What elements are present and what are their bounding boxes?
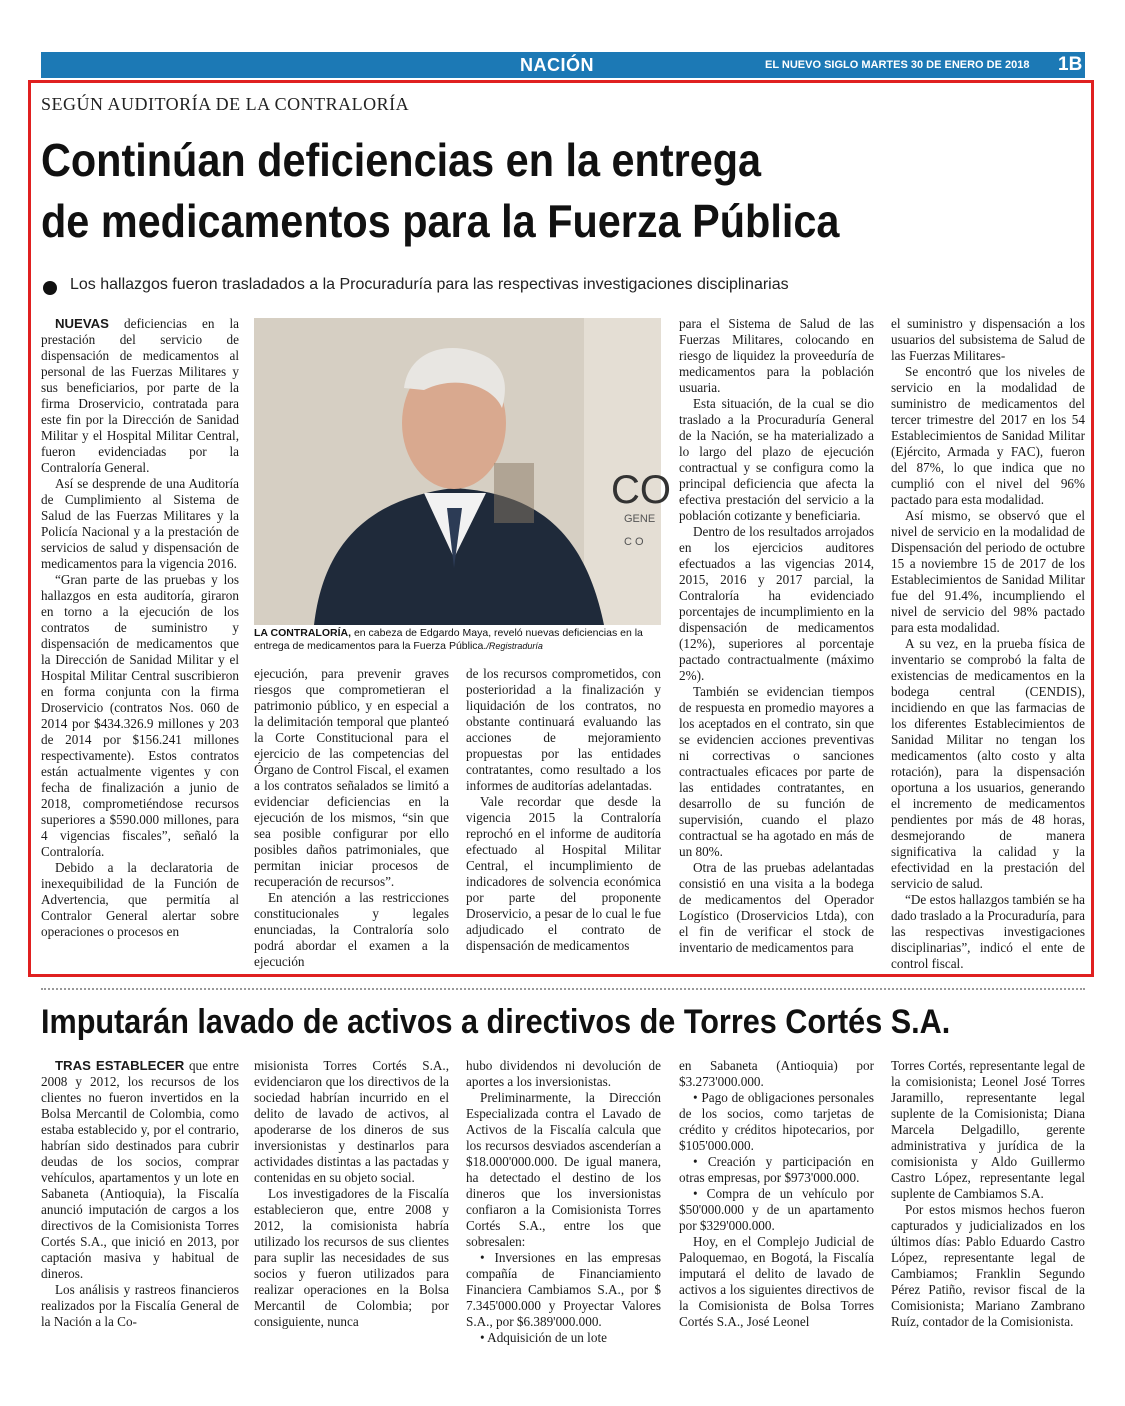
paragraph: misionista Torres Cortés S.A., evidenciaron que los directivos de la sociedad habrían incurrido en el delito de lavado de activos, al apoderarse de los dineros de sus inversionistas y destinarlos para actividades distintas a las pactadas y contenidas en su objeto social. <box>254 1058 449 1185</box>
article2-column-4 <box>679 1058 874 1330</box>
lead-bullet-icon <box>43 281 57 295</box>
headline-line-2: de medicamentos para la Fuerza Pública <box>41 195 840 247</box>
paragraph: hubo dividendos ni devolución de aportes a los inversionistas. <box>466 1058 661 1089</box>
paragraph: Torres Cortés, representante legal de la comisionista; Leonel José Torres Jaramillo, representante legal suplente de la Comisionista; Diana Marcela Delgadillo, gerente administrativa y jurídica de la comisionista y Aldo Guillermo Castro López, representante legal suplente de Cambiamos S.A. <box>891 1058 1085 1201</box>
paragraph: el suministro y dispensación a los usuarios del subsistema de Salud de las Fuerzas Militares- <box>891 316 1085 363</box>
paragraph: • Inversiones en las empresas compañía de Financiamiento Financiera Cambiamos S.A., por $ 7.345'000.000 y Proyectar Valores S.A., por $6.389'000.000. <box>466 1250 661 1329</box>
caption-text: en cabeza de Edgardo Maya, reveló nuevas deficiencias en la entrega de medicamentos para la Fuerza Pública. <box>254 627 643 652</box>
article1-column-4 <box>679 316 874 956</box>
photo-credit: /Registraduría <box>486 641 543 651</box>
paragraph: Debido a la declaratoria de inexequibilidad de la Función de Advertencia, que permitía al Contralor General alertar sobre operaciones o procesos en <box>41 860 239 939</box>
article1-column-5 <box>891 316 1085 972</box>
paragraph: Esta situación, de la cual se dio traslado a la Procuraduría General de la Nación, se ha materializado a lo largo del plazo de ejecución contractual y se configura como la principal deficiencia que afecta la efectiva prestación del servicio a la población cotizante y beneficiaria. <box>679 396 874 523</box>
article-divider <box>41 988 1085 990</box>
background-sign-text: GENE <box>624 513 656 525</box>
paragraph: Preliminarmente, la Dirección Especializada contra el Lavado de Activos de la Fiscalía calcula que los recursos desviados ascenderían a $18.000'000.000. De igual manera, ha detectado el destino de los dineros que los inversionistas confiaron a la Comisionista Torres Cortés S.A., entre los que sobresalen: <box>466 1090 661 1249</box>
article-headline <box>41 130 977 252</box>
paragraph: de los recursos comprometidos, con posterioridad a la finalización y liquidación de los contratos, no obstante continuará evaluando las acciones de mejoramiento propuestas por las entidades contratantes, como resultado a los informes de auditorías adelantadas. <box>466 666 661 793</box>
headline-line-1: Continúan deficiencias en la entrega <box>41 134 762 186</box>
page-number: 1B <box>1058 54 1083 75</box>
dateline: EL NUEVO SIGLO MARTES 30 DE ENERO DE 2018 <box>765 59 1030 71</box>
paragraph: TRAS ESTABLECER que entre 2008 y 2012, los recursos de los clientes no fueron invertidos en la Bolsa Mercantil de Colombia, como estaba establecido y, por el contrario, habrían sido destinados para cubrir deudas de los socios, comprar vehículos, apartamentos y un lote en Sabaneta (Antioquia), la Fiscalía anunció imputación de cargos a los directivos de la Comisionista Torres Cortés S.A., que inició en 2013, por captación masiva y habitual de dineros. <box>41 1058 239 1281</box>
article2-column-1 <box>41 1058 239 1330</box>
paragraph: NUEVAS deficiencias en la prestación del servicio de dispensación de medicamentos al personal de las Fuerzas Militares y sus beneficiarios, por parte de la firma Droservicio, contratada para este fin por la Dirección de Sanidad Militar y el Hospital Militar Central, fueron evidenciadas por la Contraloría General. <box>41 316 240 475</box>
article2-column-3 <box>466 1058 661 1346</box>
lead-word: NUEVAS <box>55 316 109 331</box>
paragraph: Así mismo, se observó que el nivel de servicio en la modalidad de Dispensación del periodo de octubre 15 a noviembre 15 de 2017 de los Establecimientos de Sanidad Militar fue del 91.4%, incumpliendo el nivel de servicio del 98% pactado para esta modalidad. <box>891 508 1085 635</box>
paragraph: Así se desprende de una Auditoría de Cumplimiento al Sistema de Salud de las Fuerzas Militares y la Policía Nacional y a la prestación de servicios de salud y dispensación de medicamentos para la vigencia 2016. <box>41 476 239 571</box>
paragraph: • Pago de obligaciones personales de los socios, como tarjetas de crédito y créditos hipotecarios, por $105'000.000. <box>679 1090 874 1153</box>
paragraph: Los análisis y rastreos financieros realizados por la Fiscalía General de la Nación a la Co- <box>41 1282 239 1329</box>
paragraph: “De estos hallazgos también se ha dado traslado a la Procuraduría, para las respectivas investigaciones disciplinarias”, indicó el ente de control fiscal. <box>891 892 1085 971</box>
article-kicker: SEGÚN AUDITORÍA DE LA CONTRALORÍA <box>41 94 410 114</box>
article2-column-5 <box>891 1058 1085 1330</box>
paragraph: • Compra de un vehículo por $50'000.000 y de un apartamento por $329'000.000. <box>679 1186 874 1233</box>
article2-column-2 <box>254 1058 449 1330</box>
contralor-portrait-image <box>254 318 661 625</box>
paragraph: También se evidencian tiempos de respuesta en promedio mayores a los aceptados en el contrato, sin que se evidencien acciones preventivas ni correctivas o sanciones contractuales eficaces por parte de las entidades contratantes, en desarrollo de su función de supervisión, cuando el plazo contractual se ha agotado en más de un 80%. <box>679 684 874 859</box>
paragraph: Se encontró que los niveles de servicio en la modalidad de suministro de medicamentos del tercer trimestre del 2017 en los 54 Establecimientos de Sanidad Militar (Ejército, Armada y FAC), fueron del 87%, lo que indica que no cumplió con el nivel del 96% pactado para esta modalidad. <box>891 364 1085 507</box>
paragraph: • Adquisición de un lote <box>480 1330 607 1345</box>
section-name: NACIÓN <box>520 55 594 75</box>
article2-headline: Imputarán lavado de activos a directivos de Torres Cortés S.A. <box>41 1003 951 1041</box>
background-sign-text: CO <box>611 468 671 512</box>
caption-lead: LA CONTRALORÍA, <box>254 627 352 639</box>
paragraph: Vale recordar que desde la vigencia 2015 la Contraloría reprochó en el informe de auditoría efectuado al Hospital Militar Central, el incumplimiento de indicadores de solvencia económica por parte del proponente Droservicio, a pesar de lo cual le fue adjudicado el contrato de dispensación de medicamentos <box>466 794 661 953</box>
paragraph: ejecución, para prevenir graves riesgos que comprometieran el patrimonio público, y en especial a la delimitación temporal que planteó la Corte Constitucional para el ejercicio de las competencias del Órgano de Control Fiscal, el examen a los contratos señalados se limitó a evidenciar deficiencias en la ejecución de los mismos, “sin que sea posible configurar por ello posibles daños patrimoniales, que permitan iniciar procesos de recuperación de recursos”. <box>254 666 449 889</box>
paragraph: “Gran parte de las pruebas y los hallazgos en esta auditoría, giraron en torno a la ejecución de los contratos de suministro y dispensación de medicamentos que la Dirección de Sanidad Militar y el Hospital Militar Central suscribieron en forma conjunta con la firma Droservicio (contratos Nos. 060 de 2014 por $434.326.9 millones y 203 de 2014 por $156.241 millones respectivamente). Estos contratos están actualmente vigentes y con fecha de finalización a junio de 2018, comprometiéndose recursos superiores a $590.000 millones, para 4 vigencias fiscales”, señaló la Contraloría. <box>41 572 239 859</box>
photo-caption <box>254 627 664 653</box>
paragraph: en Sabaneta (Antioquia) por $3.273'000.000. <box>679 1058 874 1089</box>
background-sign-text: C O <box>624 536 644 548</box>
paragraph: En atención a las restricciones constitucionales y legales enunciadas, la Contraloría solo podrá abordar el examen a la ejecución <box>254 890 449 969</box>
article-lead: Los hallazgos fueron trasladados a la Procuraduría para las respectivas investigaciones disciplinarias <box>70 276 789 293</box>
paragraph: Hoy, en el Complejo Judicial de Paloquemao, en Bogotá, la Fiscalía imputará el delito de lavado de activos a los siguientes directivos de la Comisionista de Bolsa Torres Cortés S.A., José Leonel <box>679 1234 874 1329</box>
paragraph: Dentro de los resultados arrojados en los ejercicios auditores efectuados a las vigencias 2014, 2015, 2016 y 2017 parcial, la Contraloría ha evidenciado porcentajes de incumplimiento en la dispensación de medicamentos (12%), superiores al porcentaje pactado contractualmente (máximo 2%). <box>679 524 874 683</box>
paragraph: Por estos mismos hechos fueron capturados y judicializados en los últimos días: Pablo Eduardo Castro López, representante legal de Cambiamos; Franklin Segundo Pérez Patiño, revisor fiscal de la Comisionista; Mariano Zambrano Ruíz, contador de la Comisionista. <box>891 1202 1085 1329</box>
article1-column-2 <box>254 666 449 970</box>
article1-column-3 <box>466 666 661 954</box>
paragraph: Otra de las pruebas adelantadas consistió en una visita a la bodega de medicamentos del Operador Logístico (Droservicios Ltda), con el fin de verificar el stock de inventario de medicamentos para <box>679 860 874 955</box>
paragraph: para el Sistema de Salud de las Fuerzas Militares, colocando en riesgo de liquidez la proveeduría de medicamentos para la población usuaria. <box>679 316 874 395</box>
article-photo <box>254 318 671 625</box>
paragraph: Los investigadores de la Fiscalía establecieron que, entre 2008 y 2012, la comisionista habría utilizado los recursos de sus clientes para suplir las necesidades de sus socios y fueron utilizados para realizar operaciones en la Bolsa Mercantil de Colombia; por consiguiente, nunca <box>254 1186 449 1329</box>
lead-word: TRAS ESTABLECER <box>55 1058 185 1073</box>
paragraph: A su vez, en la prueba física de inventario se comprobó la falta de existencias de medicamentos en la bodega central (CENDIS), incidiendo en que las farmacias de los diferentes Establecimientos de Sanidad Militar no tengan los medicamentos (alto costo y alta rotación), para la dispensación oportuna a los usuarios, generando el incremento de medicamentos pendientes por más de 48 horas, desmejorando de manera significativa la calidad y la efectividad en la prestación del servicio de salud. <box>891 636 1085 891</box>
article1-column-1 <box>41 316 239 940</box>
paragraph: • Creación y participación en otras empresas, por $973'000.000. <box>679 1154 874 1185</box>
